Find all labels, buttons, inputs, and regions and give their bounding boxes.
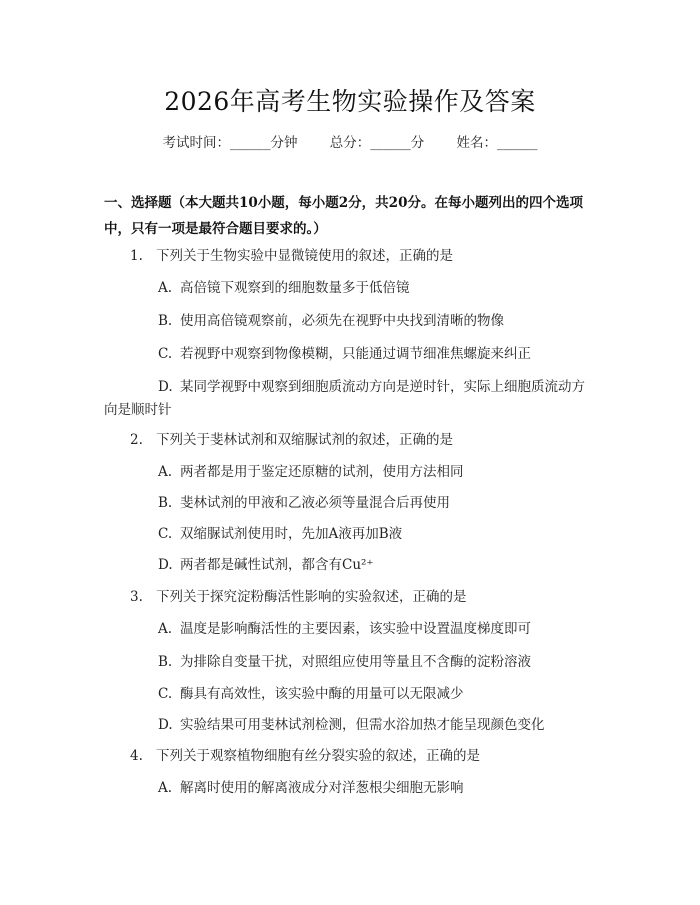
option-text: 两者都是用于鉴定还原糖的试剂，使用方法相同 (180, 464, 464, 480)
question-number: 4. (130, 748, 143, 764)
option-2b (158, 491, 450, 511)
question-stem: 下列关于探究淀粉酶活性影响的实验叙述，正确的是 (156, 589, 467, 605)
option-text: 酶具有高效性，该实验中酶的用量可以无限减少 (180, 686, 464, 702)
option-1d (158, 375, 585, 395)
option-letter: D. (158, 717, 173, 733)
option-letter: B. (158, 654, 173, 670)
option-2a (158, 460, 464, 480)
option-text: 双缩脲试剂使用时，先加A液再加B液 (180, 526, 403, 542)
page-title: 2026年高考生物实验操作及答案 (164, 87, 536, 116)
option-letter: C. (158, 346, 173, 362)
question-2 (130, 428, 453, 448)
option-letter: A. (158, 464, 173, 480)
exam-meta (0, 131, 700, 151)
question-number: 1. (130, 248, 143, 264)
exam-student-name: 姓名：______ (456, 135, 538, 151)
question-3 (130, 585, 467, 605)
option-2d (158, 553, 374, 573)
option-4a (158, 776, 464, 796)
option-text: 解离时使用的解离液成分对洋葱根尖细胞无影响 (180, 780, 464, 796)
option-text: 高倍镜下观察到的细胞数量多于低倍镜 (180, 280, 410, 296)
question-1 (130, 244, 453, 264)
question-number: 2. (130, 432, 143, 448)
option-letter: A. (158, 280, 173, 296)
option-text: 温度是影响酶活性的主要因素，该实验中设置温度梯度即可 (180, 621, 531, 637)
option-text: 若视野中观察到物像模糊，只能通过调节细准焦螺旋来纠正 (180, 346, 531, 362)
option-letter: D. (158, 379, 173, 395)
option-letter: C. (158, 686, 173, 702)
option-letter: A. (158, 621, 173, 637)
question-number: 3. (130, 589, 143, 605)
option-3d (158, 713, 545, 733)
option-1b (158, 309, 504, 329)
question-stem: 下列关于生物实验中显微镜使用的叙述，正确的是 (156, 248, 453, 264)
option-text: 使用高倍镜观察前，必须先在视野中央找到清晰的物像 (180, 313, 504, 329)
exam-total-score: 总分：______分 (329, 135, 425, 151)
option-3c (158, 682, 464, 702)
exam-time: 考试时间：______分钟 (162, 135, 298, 151)
question-stem: 下列关于观察植物细胞有丝分裂实验的叙述，正确的是 (156, 748, 480, 764)
question-stem: 下列关于斐林试剂和双缩脲试剂的叙述，正确的是 (156, 432, 453, 448)
option-text: 为排除自变量干扰，对照组应使用等量且不含酶的淀粉溶液 (180, 654, 531, 670)
option-1a (158, 276, 410, 296)
option-letter: B. (158, 313, 173, 329)
option-3b (158, 650, 531, 670)
option-3a (158, 617, 531, 637)
option-letter: C. (158, 526, 173, 542)
option-letter: A. (158, 780, 173, 796)
question-4 (130, 744, 480, 764)
option-text: 斐林试剂的甲液和乙液必须等量混合后再使用 (180, 495, 450, 511)
option-text: 两者都是碱性试剂，都含有Cu²⁺ (180, 557, 374, 573)
option-text: 某同学视野中观察到细胞质流动方向是逆时针，实际上细胞质流动方 (180, 379, 585, 395)
option-letter: D. (158, 557, 173, 573)
section-heading: 一、选择题（本大题共10小题，每小题2分，共20分。在每小题列出的四个选项中，只有一项是最符合题目要求的。） (104, 195, 583, 237)
option-1d-continued: 向是顺时针 (104, 402, 172, 418)
option-1c (158, 342, 531, 362)
option-text: 实验结果可用斐林试剂检测，但需水浴加热才能呈现颜色变化 (180, 717, 545, 733)
option-letter: B. (158, 495, 173, 511)
option-2c (158, 522, 402, 542)
